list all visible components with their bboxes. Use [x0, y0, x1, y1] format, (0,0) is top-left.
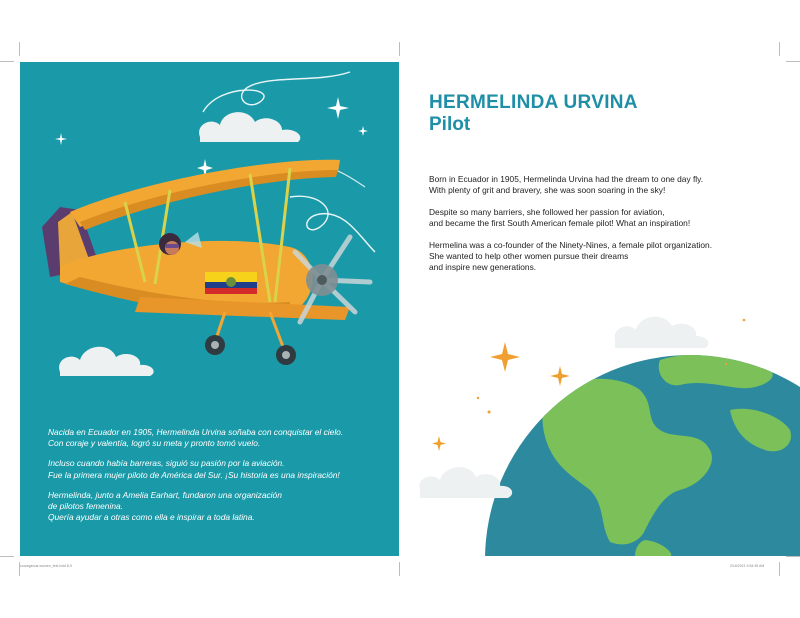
slug-left: courageous-women_text.indd 8-9: [20, 564, 72, 568]
cloud-icon: [199, 112, 300, 142]
spanish-paragraph: Nacida en Ecuador en 1905, Hermelinda Urvina soñaba con conquistar el cielo. Con coraje y valentía, logró su meta y pronto tomó vuelo.: [48, 427, 344, 449]
crop-mark: [399, 42, 400, 56]
page-title: [429, 92, 638, 136]
cloud-icon: [59, 347, 154, 376]
english-paragraph: Despite so many barriers, she followed her passion for aviation, and became the first South American female pilot! What an inspiration!: [429, 206, 691, 229]
cloud-icon: [419, 467, 512, 498]
crop-mark: [0, 61, 14, 62]
crop-mark: [399, 562, 400, 576]
ecuador-flag: [205, 272, 257, 294]
pilot-goggles: [165, 244, 179, 248]
crop-mark: [786, 61, 800, 62]
crop-mark: [779, 562, 780, 576]
earth-illustration: [400, 280, 800, 556]
slug-right: 2/16/2021 9:54:39 AM: [730, 564, 765, 568]
title-name: HERMELINDA URVINA: [429, 92, 638, 113]
crop-mark: [779, 42, 780, 56]
english-paragraph: Born in Ecuador in 1905, Hermelinda Urvina had the dream to one day fly. With plenty of grit and bravery, she was soon soaring in the sky!: [429, 174, 704, 196]
english-paragraph: Hermelina was a co-founder of the Ninety-Nines, a female pilot organization. She wanted to help other women pursue their dreams and inspire new generations.: [429, 239, 713, 273]
left-page: [20, 62, 399, 556]
spanish-paragraph: Incluso cuando había barreras, siguió su pasión por la aviación. Fue la primera mujer piloto de América del Sur. ¡Su historia es una inspiración!: [48, 458, 340, 480]
spanish-text: [48, 427, 393, 532]
english-text: [429, 174, 789, 284]
wind-swirl: [203, 72, 350, 112]
crop-mark: [786, 556, 800, 557]
wind-swirl: [290, 196, 375, 252]
title-role: Pilot: [429, 114, 471, 135]
spanish-paragraph: Hermelinda, junto a Amelia Earhart, fundaron una organización de pilotos femenina. Quería ayudar a otras como ella e inspirar a toda latina.: [48, 489, 282, 523]
cloud-icon: [615, 317, 709, 348]
crop-mark: [0, 556, 14, 557]
crop-mark: [19, 42, 20, 56]
